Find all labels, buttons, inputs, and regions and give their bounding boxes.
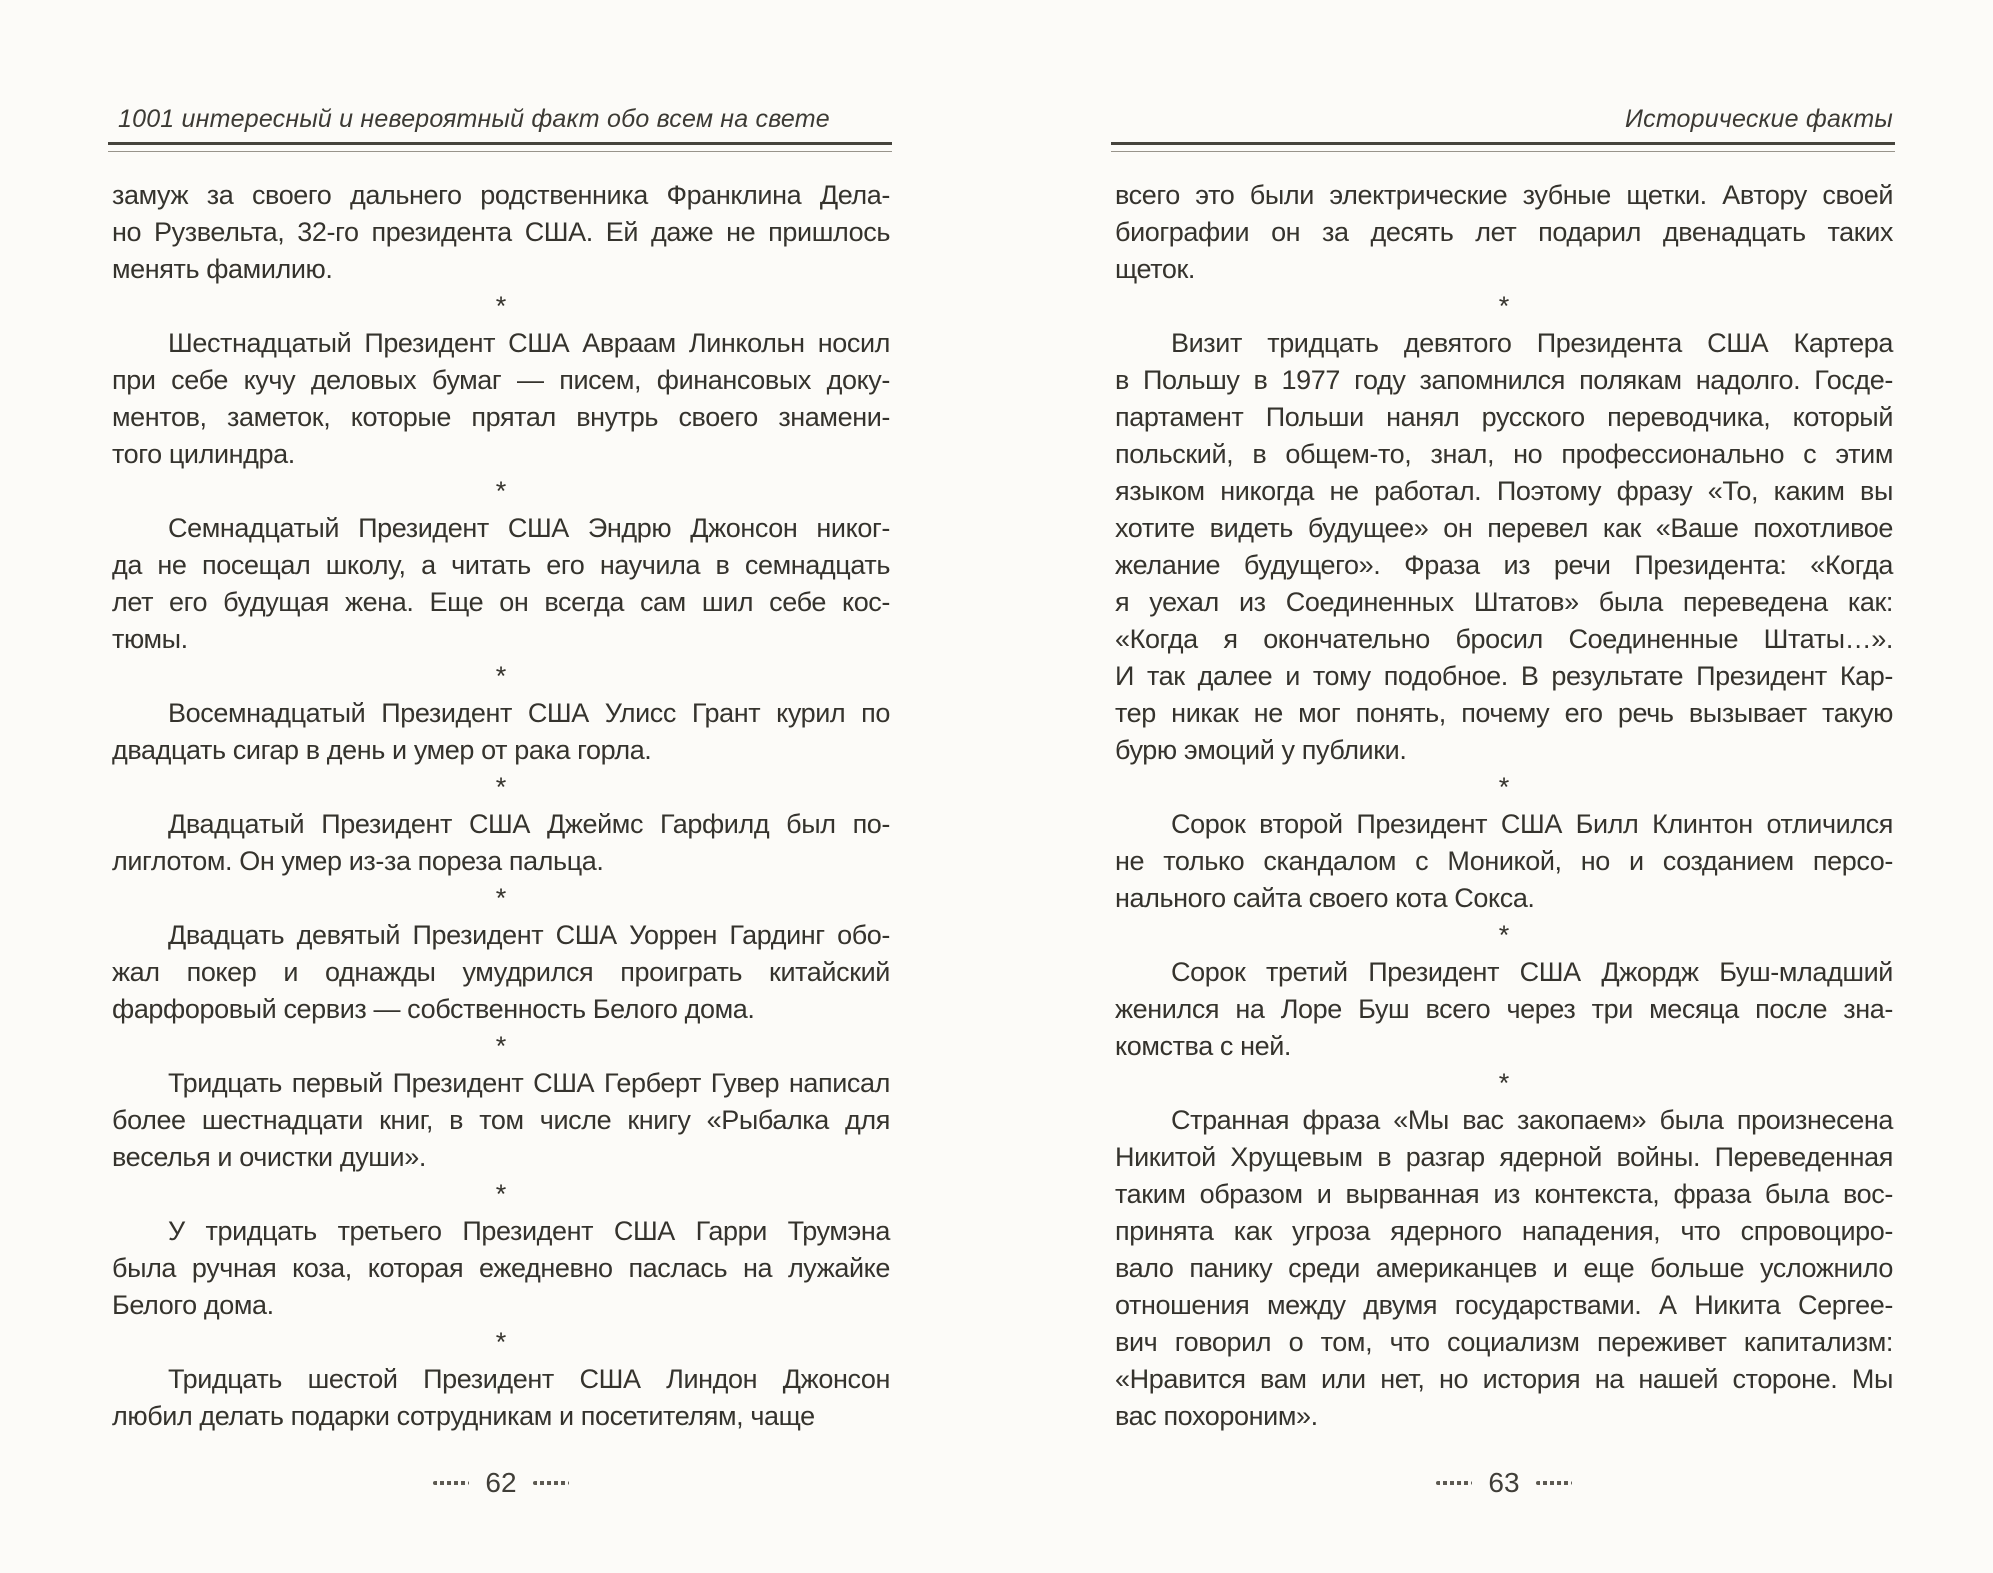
paragraph	[1115, 806, 1893, 917]
text-line: в Польшу в 1977 году запомнился полякам надолго. Госде-	[1115, 365, 1893, 395]
text-line: лет его будущая жена. Еще он всегда сам шил себе кос-	[112, 587, 890, 617]
text-line: я уехал из Соединенных Штатов» была переведена как:	[1115, 587, 1893, 617]
asterisk-separator: *	[495, 1179, 507, 1209]
text-line: вас похороним».	[1115, 1401, 1318, 1431]
text-line: тюмы.	[112, 624, 188, 654]
asterisk-separator: *	[1498, 920, 1510, 950]
text-line: нального сайта своего кота Сокса.	[1115, 883, 1535, 913]
text-line: принята как угроза ядерного нападения, что спровоциро-	[1115, 1216, 1893, 1246]
text-line: при себе кучу деловых бумаг — писем, финансовых доку-	[112, 365, 890, 395]
text-line: двадцать сигар в день и умер от рака горла.	[112, 735, 652, 765]
asterisk-separator: *	[495, 772, 507, 802]
text-line: жал покер и однажды умудрился проиграть китайский	[112, 957, 890, 987]
text-line: вало панику среди американцев и еще больше усложнило	[1115, 1253, 1893, 1283]
text-line: более шестнадцати книг, в том числе книгу «Рыбалка для	[112, 1105, 890, 1135]
header-rule-left	[108, 142, 892, 152]
text-line: партамент Польши нанял русского переводчика, который	[1115, 402, 1893, 432]
squiggle-dash-icon	[1536, 1481, 1572, 1485]
paragraph	[1115, 325, 1893, 769]
header-rule-right	[1111, 142, 1895, 152]
squiggle-dash-icon	[533, 1481, 569, 1485]
text-line: таким образом и вырванная из контекста, фраза была вос-	[1115, 1179, 1893, 1209]
paragraph	[112, 1361, 890, 1435]
paragraph	[1115, 177, 1893, 288]
paragraph	[112, 695, 890, 769]
squiggle-dash-icon	[433, 1481, 469, 1485]
text-line: тер никак не мог понять, почему его речь вызывает такую	[1115, 698, 1893, 728]
text-line: биографии он за десять лет подарил двенадцать таких	[1115, 217, 1893, 247]
page-number-value: 63	[1488, 1467, 1520, 1499]
text-line: того цилиндра.	[112, 439, 295, 469]
asterisk-separator: *	[495, 476, 507, 506]
paragraph	[112, 325, 890, 473]
text-line: Тридцать шестой Президент США Линдон Джонсон	[168, 1364, 890, 1394]
page-number-right	[1115, 1462, 1893, 1501]
text-line: Сорок второй Президент США Билл Клинтон отличился	[1171, 809, 1893, 839]
page-number-left	[112, 1462, 890, 1501]
text-line: всего это были электрические зубные щетки. Автору своей	[1115, 180, 1893, 210]
page-right-text	[1115, 177, 1893, 1435]
text-line: желание будущего». Фраза из речи Президента: «Когда	[1115, 550, 1893, 580]
squiggle-dash-icon	[1436, 1481, 1472, 1485]
text-line: любил делать подарки сотрудникам и посетителям, чаще	[112, 1401, 815, 1431]
text-line: женился на Лоре Буш всего через три месяца после зна-	[1115, 994, 1893, 1024]
text-line: хотите видеть будущее» он перевел как «Ваше похотливое	[1115, 513, 1893, 543]
asterisk-separator: *	[495, 1031, 507, 1061]
text-line: но Рузвельта, 32-го президента США. Ей даже не пришлось	[112, 217, 890, 247]
text-line: польский, в общем-то, знал, но профессионально с этим	[1115, 439, 1893, 469]
paragraph	[112, 1065, 890, 1176]
text-line: Никитой Хрущевым в разгар ядерной войны. Переведенная	[1115, 1142, 1893, 1172]
text-line: Странная фраза «Мы вас закопаем» была произнесена	[1171, 1105, 1893, 1135]
asterisk-separator: *	[495, 291, 507, 321]
running-head-right: Исторические факты	[1625, 105, 1893, 133]
text-line: Семнадцатый Президент США Эндрю Джонсон никог-	[168, 513, 890, 543]
text-line: И так далее и тому подобное. В результате Президент Кар-	[1115, 661, 1893, 691]
paragraph	[112, 1213, 890, 1324]
paragraph	[1115, 954, 1893, 1065]
text-line: фарфоровый сервиз — собственность Белого дома.	[112, 994, 755, 1024]
text-line: Двадцатый Президент США Джеймс Гарфилд был по-	[168, 809, 890, 839]
text-line: Восемнадцатый Президент США Улисс Грант курил по	[168, 698, 890, 728]
asterisk-separator: *	[495, 883, 507, 913]
paragraph	[1115, 1102, 1893, 1435]
asterisk-separator: *	[495, 1327, 507, 1357]
asterisk-separator: *	[495, 661, 507, 691]
text-line: языком никогда не работал. Поэтому фразу «То, каким вы	[1115, 476, 1893, 506]
text-line: Тридцать первый Президент США Герберт Гувер написал	[168, 1068, 890, 1098]
text-line: ментов, заметок, которые прятал внутрь своего знамени-	[112, 402, 890, 432]
text-line: щеток.	[1115, 254, 1196, 284]
text-line: «Нравится вам или нет, но история на нашей стороне. Мы	[1115, 1364, 1893, 1394]
text-line: вич говорил о том, что социализм переживет капитализм:	[1115, 1327, 1893, 1357]
text-line: бурю эмоций у публики.	[1115, 735, 1407, 765]
text-line: да не посещал школу, а читать его научила в семнадцать	[112, 550, 890, 580]
text-line: не только скандалом с Моникой, но и созданием персо-	[1115, 846, 1893, 876]
asterisk-separator: *	[1498, 291, 1510, 321]
page-left	[112, 0, 890, 1573]
paragraph	[112, 510, 890, 658]
page-number-value: 62	[485, 1467, 517, 1499]
text-line: Двадцать девятый Президент США Уоррен Гардинг обо-	[168, 920, 890, 950]
text-line: Визит тридцать девятого Президента США Картера	[1171, 328, 1893, 358]
page-left-text	[112, 177, 890, 1435]
text-line: замуж за своего дальнего родственника Франклина Дела-	[112, 180, 890, 210]
text-line: «Когда я окончательно бросил Соединенные Штаты…».	[1115, 624, 1893, 654]
paragraph	[112, 806, 890, 880]
text-line: Белого дома.	[112, 1290, 274, 1320]
text-line: лиглотом. Он умер из-за пореза пальца.	[112, 846, 604, 876]
paragraph	[112, 917, 890, 1028]
text-line: отношения между двумя государствами. А Никита Сергее-	[1115, 1290, 1893, 1320]
asterisk-separator: *	[1498, 772, 1510, 802]
text-line: Шестнадцатый Президент США Авраам Линкольн носил	[168, 328, 890, 358]
text-line: Сорок третий Президент США Джордж Буш-младший	[1171, 957, 1893, 987]
running-head-left: 1001 интересный и невероятный факт обо всем на свете	[118, 105, 830, 133]
text-line: менять фамилию.	[112, 254, 333, 284]
text-line: У тридцать третьего Президент США Гарри Трумэна	[168, 1216, 890, 1246]
text-line: комства с ней.	[1115, 1031, 1292, 1061]
page-right	[1115, 0, 1893, 1573]
text-line: была ручная коза, которая ежедневно паслась на лужайке	[112, 1253, 890, 1283]
asterisk-separator: *	[1498, 1068, 1510, 1098]
text-line: веселья и очистки души».	[112, 1142, 426, 1172]
paragraph	[112, 177, 890, 288]
